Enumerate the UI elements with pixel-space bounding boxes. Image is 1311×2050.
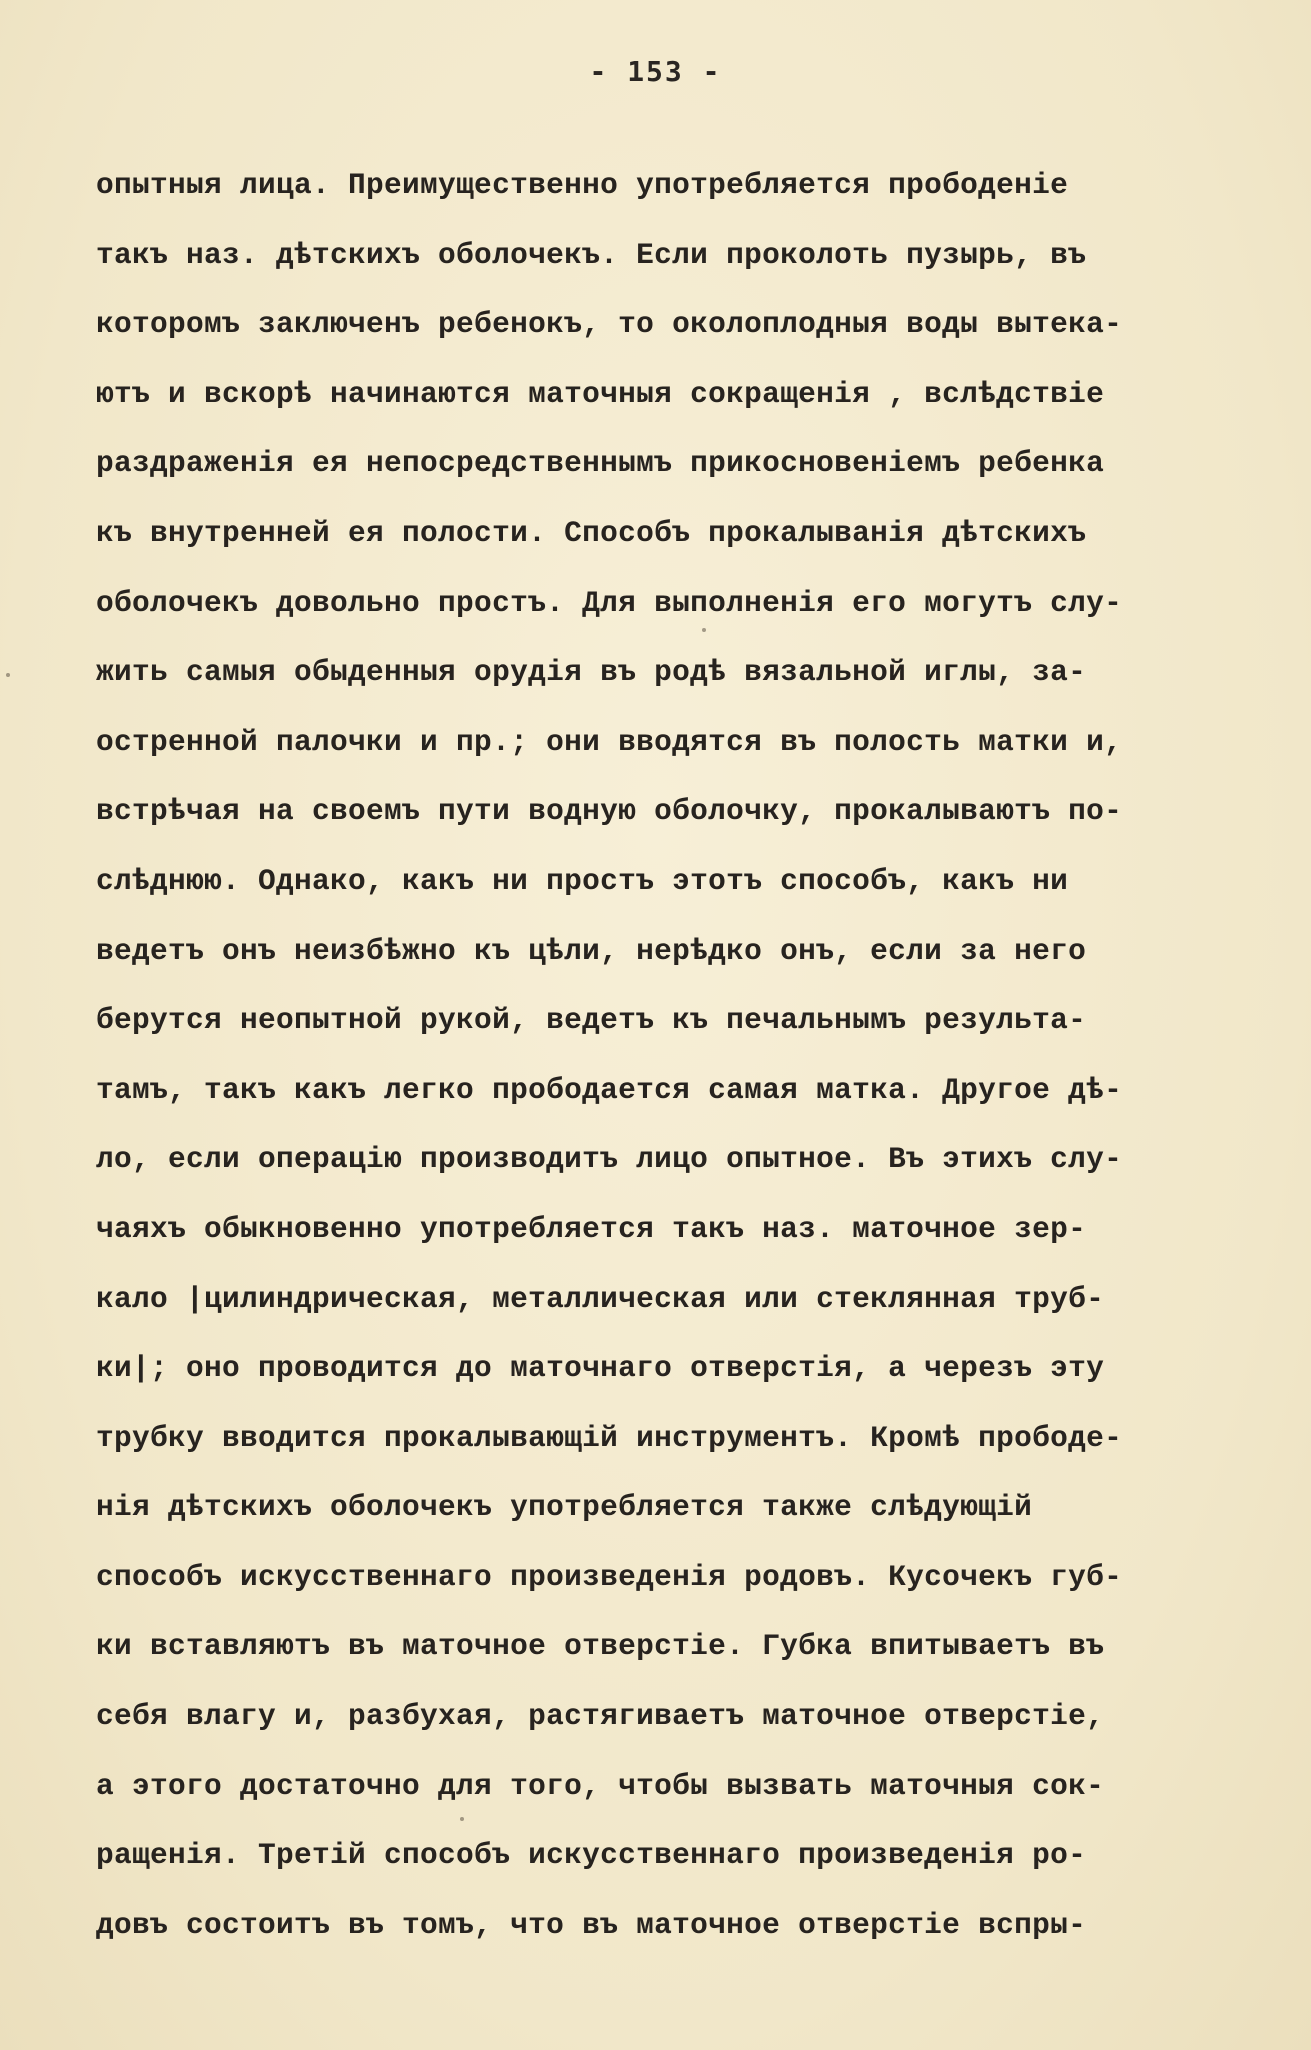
text-line: такъ наз. дѣтскихъ оболочекъ. Если проколоть пузырь, въ [96, 237, 1087, 272]
text-line: способъ искусственнаго произведенiя родовъ. Кусочекъ губ- [96, 1559, 1123, 1594]
text-line: берутся неопытной рукой, ведетъ къ печальнымъ результа- [96, 1003, 1087, 1038]
text-line: оболочекъ довольно простъ. Для выполненiя его могутъ слу- [96, 585, 1123, 620]
text-line: трубку вводится прокалывающiй инструментъ. Кромѣ прободе- [96, 1420, 1123, 1455]
ink-speck [6, 673, 10, 677]
text-line: опытныя лица. Преимущественно употребляется прободенiе [96, 168, 1069, 202]
text-line: раздраженiя ея непосредственнымъ прикосновенiемъ ребенка [96, 446, 1105, 481]
text-line: ращенiя. Третiй способъ искусственнаго произведенiя ро- [96, 1838, 1087, 1873]
text-line: ло, если операцiю производитъ лицо опытное. Въ этихъ слу- [96, 1142, 1123, 1177]
text-line: остренной палочки и пр.; они вводятся въ полость матки и, [96, 724, 1123, 759]
text-line: которомъ заключенъ ребенокъ, то околоплодныя воды вытека- [96, 307, 1123, 342]
text-line: ютъ и вскорѣ начинаются маточныя сокращенiя , вслѣдствiе [96, 376, 1105, 411]
text-line: а этого достаточно для того, чтобы вызвать маточныя сок- [96, 1768, 1105, 1803]
text-line: ки|; оно проводится до маточнаго отверстiя, а черезъ эту [96, 1351, 1105, 1386]
body-text [96, 162, 1271, 1971]
text-line: встрѣчая на своемъ пути водную оболочку, прокалываютъ по- [96, 794, 1123, 829]
text-line: къ внутренней ея полости. Способъ прокалыванiя дѣтскихъ [96, 515, 1087, 550]
text-line: ведетъ онъ неизбѣжно къ цѣли, нерѣдко онъ, если за него [96, 933, 1087, 968]
text-line: себя влагу и, разбухая, растягиваетъ маточное отверстiе, [96, 1699, 1105, 1734]
text-line: довъ состоитъ въ томъ, что въ маточное отверстiе вспры- [96, 1907, 1087, 1942]
text-line: кало |цилиндрическая, металлическая или стеклянная труб- [96, 1281, 1105, 1316]
page-number: - 153 - [589, 55, 722, 88]
text-line: слѣднюю. Однако, какъ ни простъ этотъ способъ, какъ ни [96, 863, 1069, 898]
text-line: ки вставляютъ въ маточное отверстiе. Губка впитываетъ въ [96, 1629, 1105, 1664]
ink-speck [702, 628, 706, 632]
text-line: чаяхъ обыкновенно употребляется такъ наз. маточное зер- [96, 1211, 1087, 1246]
text-line: нiя дѣтскихъ оболочекъ употребляется также слѣдующiй [96, 1490, 1033, 1525]
ink-speck [460, 1817, 464, 1821]
text-line: жить самыя обыденныя орудiя въ родѣ вязальной иглы, за- [96, 655, 1087, 690]
text-line: тамъ, такъ какъ легко прободается самая матка. Другое дѣ- [96, 1072, 1123, 1107]
